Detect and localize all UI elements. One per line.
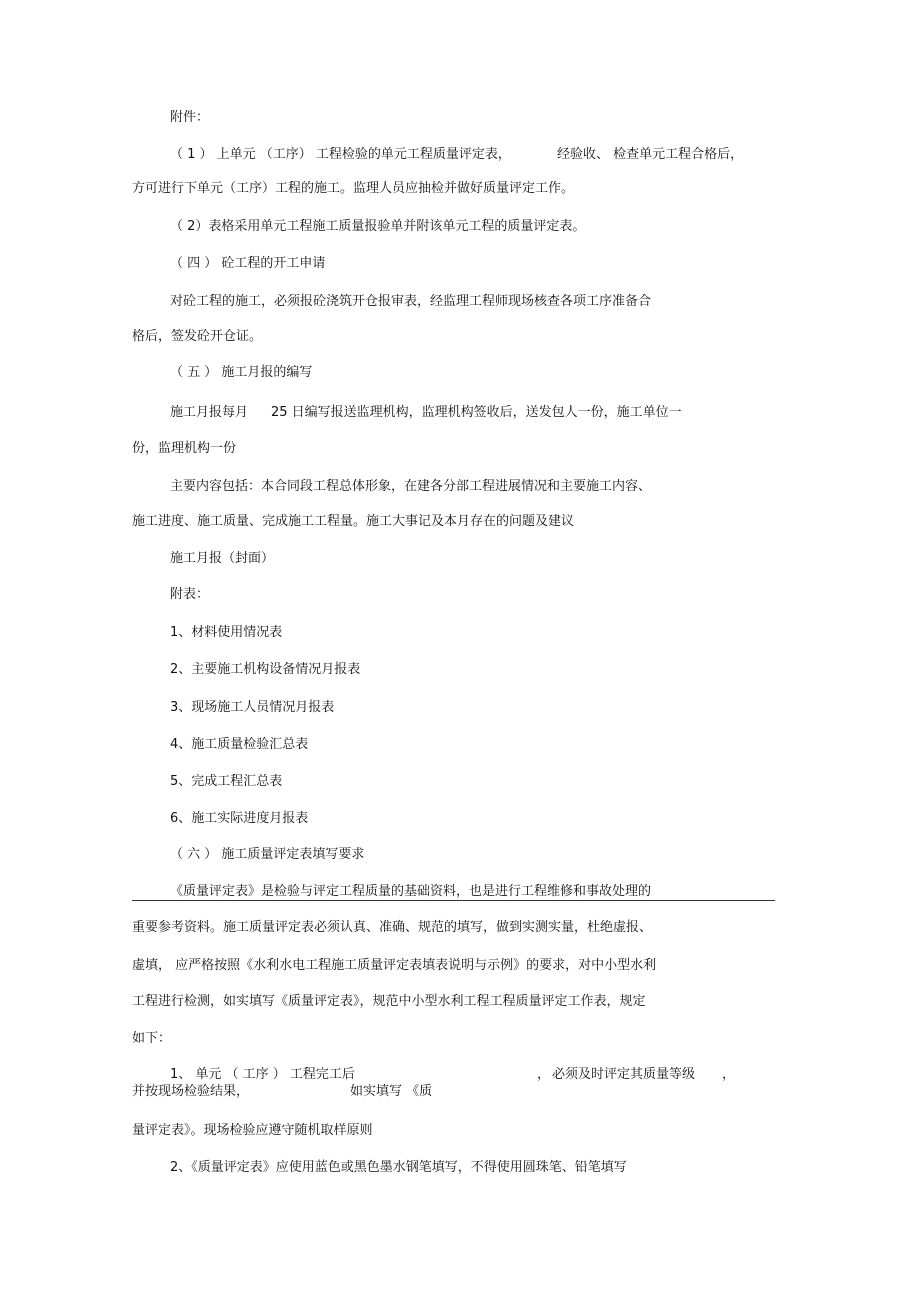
attached-table-item: 1、材料使用情况表 xyxy=(170,625,283,640)
rule-1-part-g: 量评定表》。现场检验应遵守随机取样原则 xyxy=(132,1123,373,1138)
section-heading-5: （ 五 ） 施工月报的编写 xyxy=(170,365,313,380)
attached-table-item: 6、施工实际进度月报表 xyxy=(170,811,309,826)
paragraph-4-line-2: 份，监理机构一份 xyxy=(132,441,237,456)
section-heading-6: （ 六 ） 施工质量评定表填写要求 xyxy=(170,847,365,862)
paragraph-3-line-2: 格后，签发砼开仓证。 xyxy=(132,329,263,344)
attached-table-item: 3、现场施工人员情况月报表 xyxy=(170,700,335,715)
paragraph-6-line-5: 如下： xyxy=(132,1031,172,1046)
attached-tables-label: 附表： xyxy=(170,587,210,602)
rule-1-part-c: 必须及时评定其质量等级 xyxy=(552,1067,696,1082)
paragraph-6-line-3: 虚填， 应严格按照《水利水电工程施工质量评定表填表说明与示例》的要求，对中小型水利 xyxy=(132,958,657,973)
rule-1-part-b: ， xyxy=(537,1067,551,1082)
paragraph-2: （ 2）表格采用单元工程施工质量报验单并附该单元工程的质量评定表。 xyxy=(170,219,586,234)
paragraph-1-line-1b: 经验收、 检查单元工程合格后， xyxy=(557,147,744,162)
attachment-label: 附件： xyxy=(170,110,210,125)
horizontal-divider xyxy=(132,900,775,901)
paragraph-1-line-2: 方可进行下单元（工序）工程的施工。监理人员应抽检并做好质量评定工作。 xyxy=(132,181,575,196)
paragraph-1-line-1a: （ 1 ） 上单元 （工序） 工程检验的单元工程质量评定表， xyxy=(170,147,511,162)
attached-table-item: 5、完成工程汇总表 xyxy=(170,774,283,789)
paragraph-6-line-4: 工程进行检测，如实填写《质量评定表》，规范中小型水利工程工程质量评定工作表，规定 xyxy=(132,994,646,1009)
rule-1-part-e: 并按现场检验结果， xyxy=(132,1084,250,1099)
paragraph-6-line-1: 《质量评定表》是检验与评定工程质量的基础资料，也是进行工程维修和事故处理的 xyxy=(170,884,652,899)
attached-table-item: 2、主要施工机构设备情况月报表 xyxy=(170,662,361,677)
paragraph-3-line-1: 对砼工程的施工，必须报砼浇筑开仓报审表，经监理工程师现场核查各项工序准备合 xyxy=(170,294,652,309)
rule-1-part-a: 1、 单元 （ 工序 ） 工程完工后 xyxy=(170,1067,355,1082)
paragraph-4-line-1a: 施工月报每月 xyxy=(170,405,249,420)
attached-table-item: 4、施工质量检验汇总表 xyxy=(170,737,309,752)
rule-1-part-f: 如实填写 《质 xyxy=(350,1084,433,1099)
rule-1-part-d: ， xyxy=(722,1067,736,1082)
paragraph-5-line-1: 主要内容包括：本合同段工程总体形象，在建各分部工程进展情况和主要施工内容、 xyxy=(170,479,652,494)
rule-2: 2、《质量评定表》应使用蓝色或黑色墨水钢笔填写，不得使用圆珠笔、铅笔填写 xyxy=(170,1160,627,1175)
paragraph-5-line-2: 施工进度、施工质量、完成施工工程量。施工大事记及本月存在的问题及建议 xyxy=(132,514,575,529)
cover-label: 施工月报（封面） xyxy=(170,551,275,566)
section-heading-4: （ 四 ） 砼工程的开工申请 xyxy=(170,256,326,271)
paragraph-6-line-2: 重要参考资料。施工质量评定表必须认真、准确、规范的填写，做到实测实量，杜绝虚报、 xyxy=(132,920,653,935)
paragraph-4-line-1b: 25 日编写报送监理机构，监理机构签收后，送发包人一份，施工单位一 xyxy=(271,405,682,420)
